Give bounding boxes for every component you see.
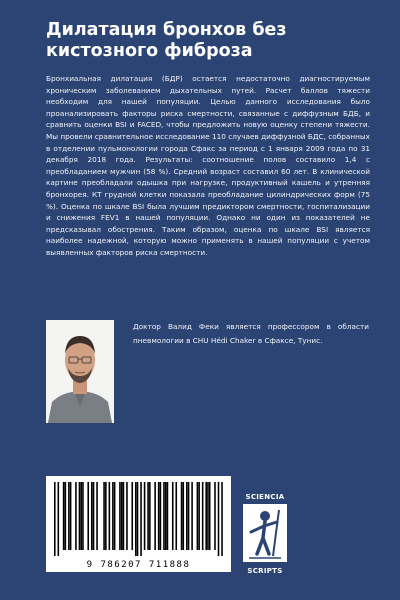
book-abstract: Бронхиальная дилатация (БДР) остается недостаточно диагностируемым хроническим заболеванием дыхательных путей. Расчет баллов тяжести необходим для нашей популяции. Целью данного исследования было проанализировать факторы риска смертности, связанные с диффузным БДБ, и сравнить оценки BSI и FACED, чтобы предложить новую оценку степени тяжести. Мы провели сравнительное исследование 110 случаев диффузной БДС, собранных в отделении пульмонологии города Сфакс за период с 1 января 2009 года по 31 декабря 2018 года. Результаты: соотношение полов составило 1,4 с преобладанием мужчин (58 %). Средний возраст составил 60 лет. В клинической картине преобладали одышка при нагрузке, продуктивный кашель и утренняя бронхорея. КТ грудной клетки показала преобладание цилиндрических форм (75 %). Оценка по шкале BSI была лучшим предиктором смертности, госпитализации и снижения FEV1 в нашей популяции. Однако ни один из показателей не предсказывал обострения. Таким образом, оценка по шкале BSI является наиболее надежной, которую можно применять в нашей популяции с учетом выявленных факторов риска смертности.: [46, 74, 370, 257]
isbn-barcode: [46, 476, 231, 572]
author-photo: [46, 320, 114, 423]
logo-text-bottom: SCRIPTS: [247, 567, 283, 575]
isbn-number: 9 786207 711888: [86, 560, 191, 570]
barcode-bars: [54, 482, 223, 556]
logo-text-top: SCIENCIA: [245, 493, 285, 501]
publisher-logo: [239, 491, 291, 577]
logo-figure-icon: [243, 504, 287, 562]
book-title: Дилатация бронхов без кистозного фиброза: [46, 20, 287, 61]
author-bio: Доктор Валид Феки является профессором в области пневмологии в CHU Hédi Chaker в Сфаксе, Тунис.: [133, 322, 369, 345]
